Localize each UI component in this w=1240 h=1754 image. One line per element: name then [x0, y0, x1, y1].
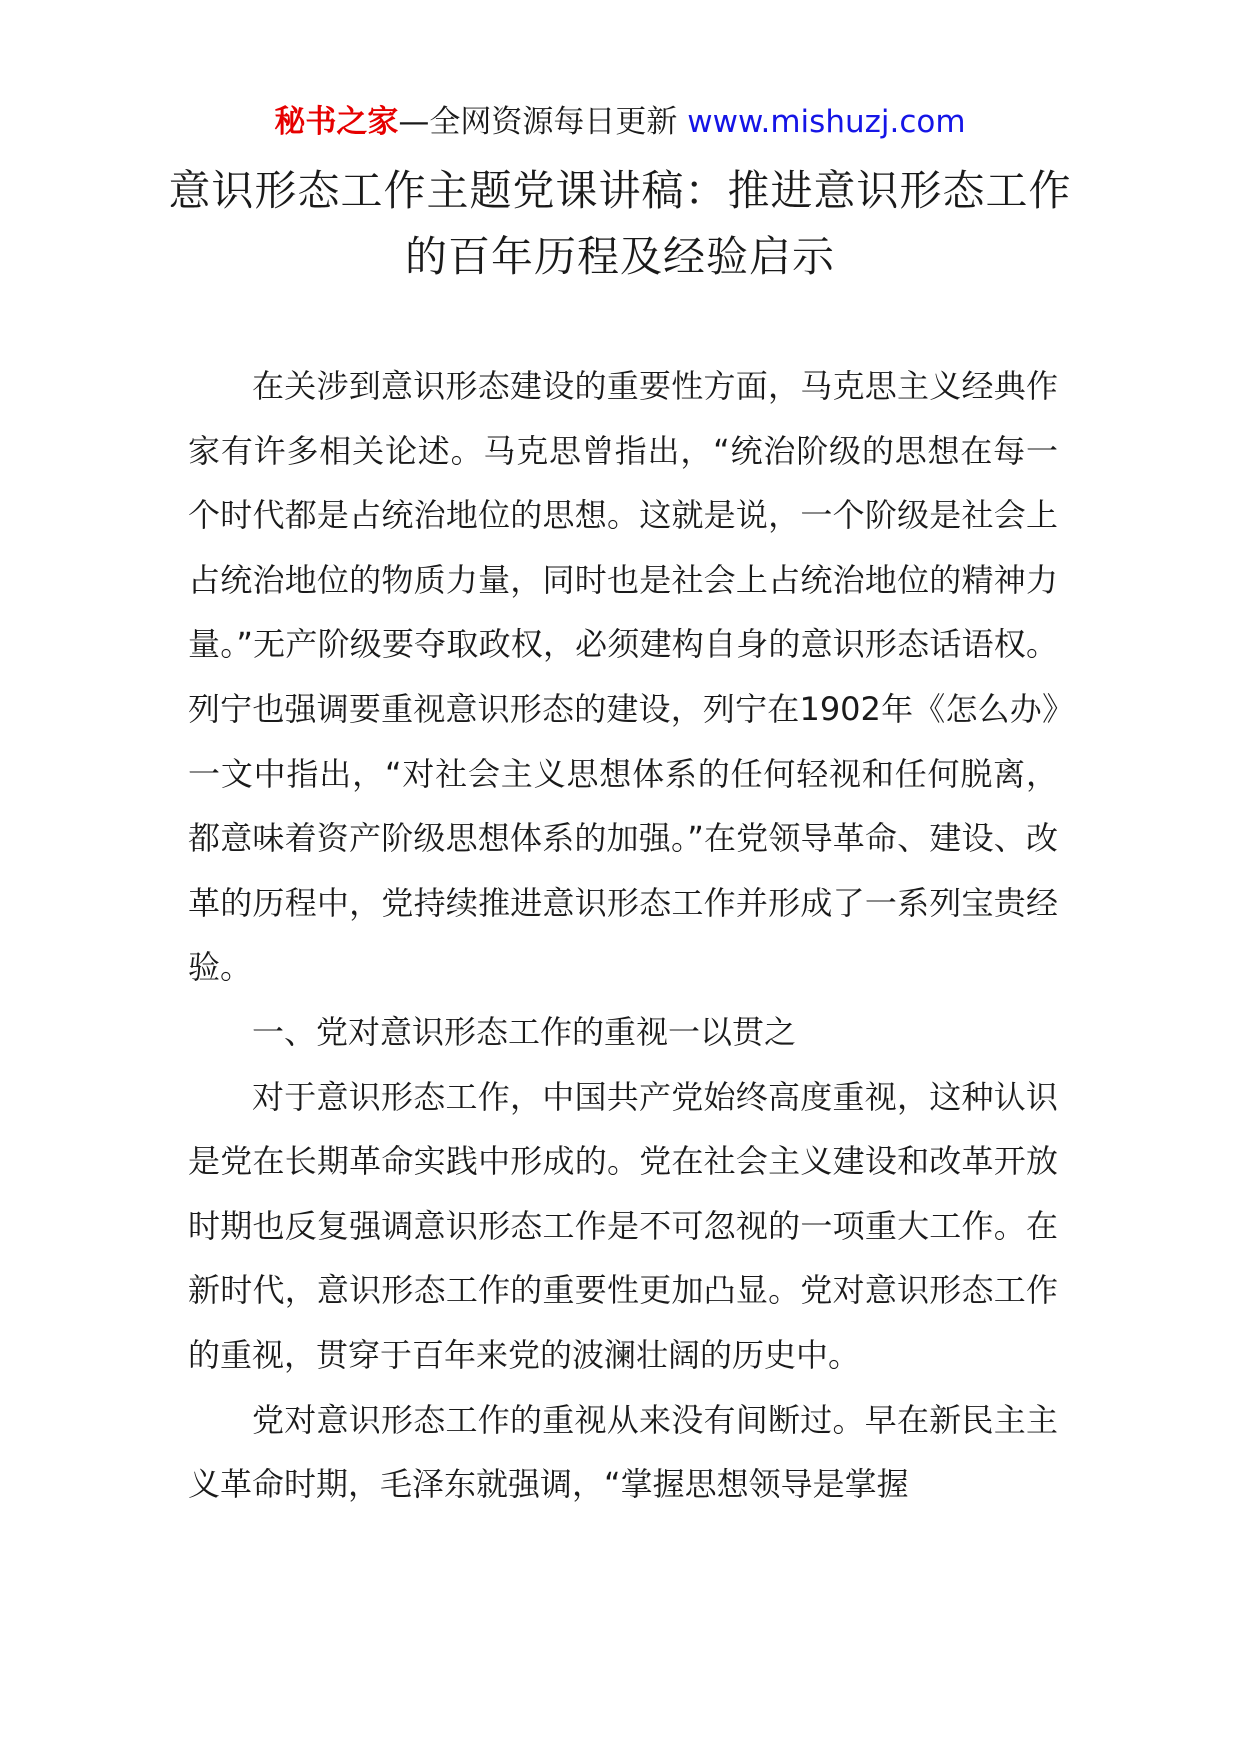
- header-tagline: —全网资源每日更新: [398, 104, 678, 140]
- paragraph-intro: 在关涉到意识形态建设的重要性方面，马克思主义经典作家有许多相关论述。马克思曾指出，“统治阶级的思想在每一个时代都是占统治地位的思想。这就是说，一个阶级是社会上占统治地位的物质力量，同时也是社会上占统治地位的精神力量。”无产阶级要夺取政权，必须建构自身的意识形态话语权。列宁也强调要重视意识形态的建设，列宁在1902年《怎么办》一文中指出，“对社会主义思想体系的任何轻视和任何脱离，都意味着资产阶级思想体系的加强。”在党领导革命、建设、改革的历程中，党持续推进意识形态工作并形成了一系列宝贵经验。: [188, 367, 1058, 987]
- document-title: 意识形态工作主题党课讲稿：推进意识形态工作的百年历程及经验启示: [168, 166, 1072, 281]
- brand-name: 秘书之家: [274, 104, 399, 140]
- page-header: [0, 100, 1240, 144]
- paragraph-section-1: 对于意识形态工作，中国共产党始终高度重视，这种认识是党在长期革命实践中形成的。党在社会主义建设和改革开放时期也反复强调意识形态工作是不可忽视的一项重大工作。在新时代，意识形态工作的重要性更加凸显。党对意识形态工作的重视，贯穿于百年来党的波澜壮阔的历史中。: [188, 1077, 1058, 1374]
- paragraph-section-1-continued: 党对意识形态工作的重视从来没有间断过。早在新民主主义革命时期，毛泽东就强调，“掌握思想领导是掌握: [188, 1400, 1058, 1504]
- section-heading-1: 一、党对意识形态工作的重视一以贯之: [252, 1012, 797, 1051]
- document-body: [188, 354, 1058, 1517]
- website-link[interactable]: www.mishuzj.com: [687, 104, 966, 140]
